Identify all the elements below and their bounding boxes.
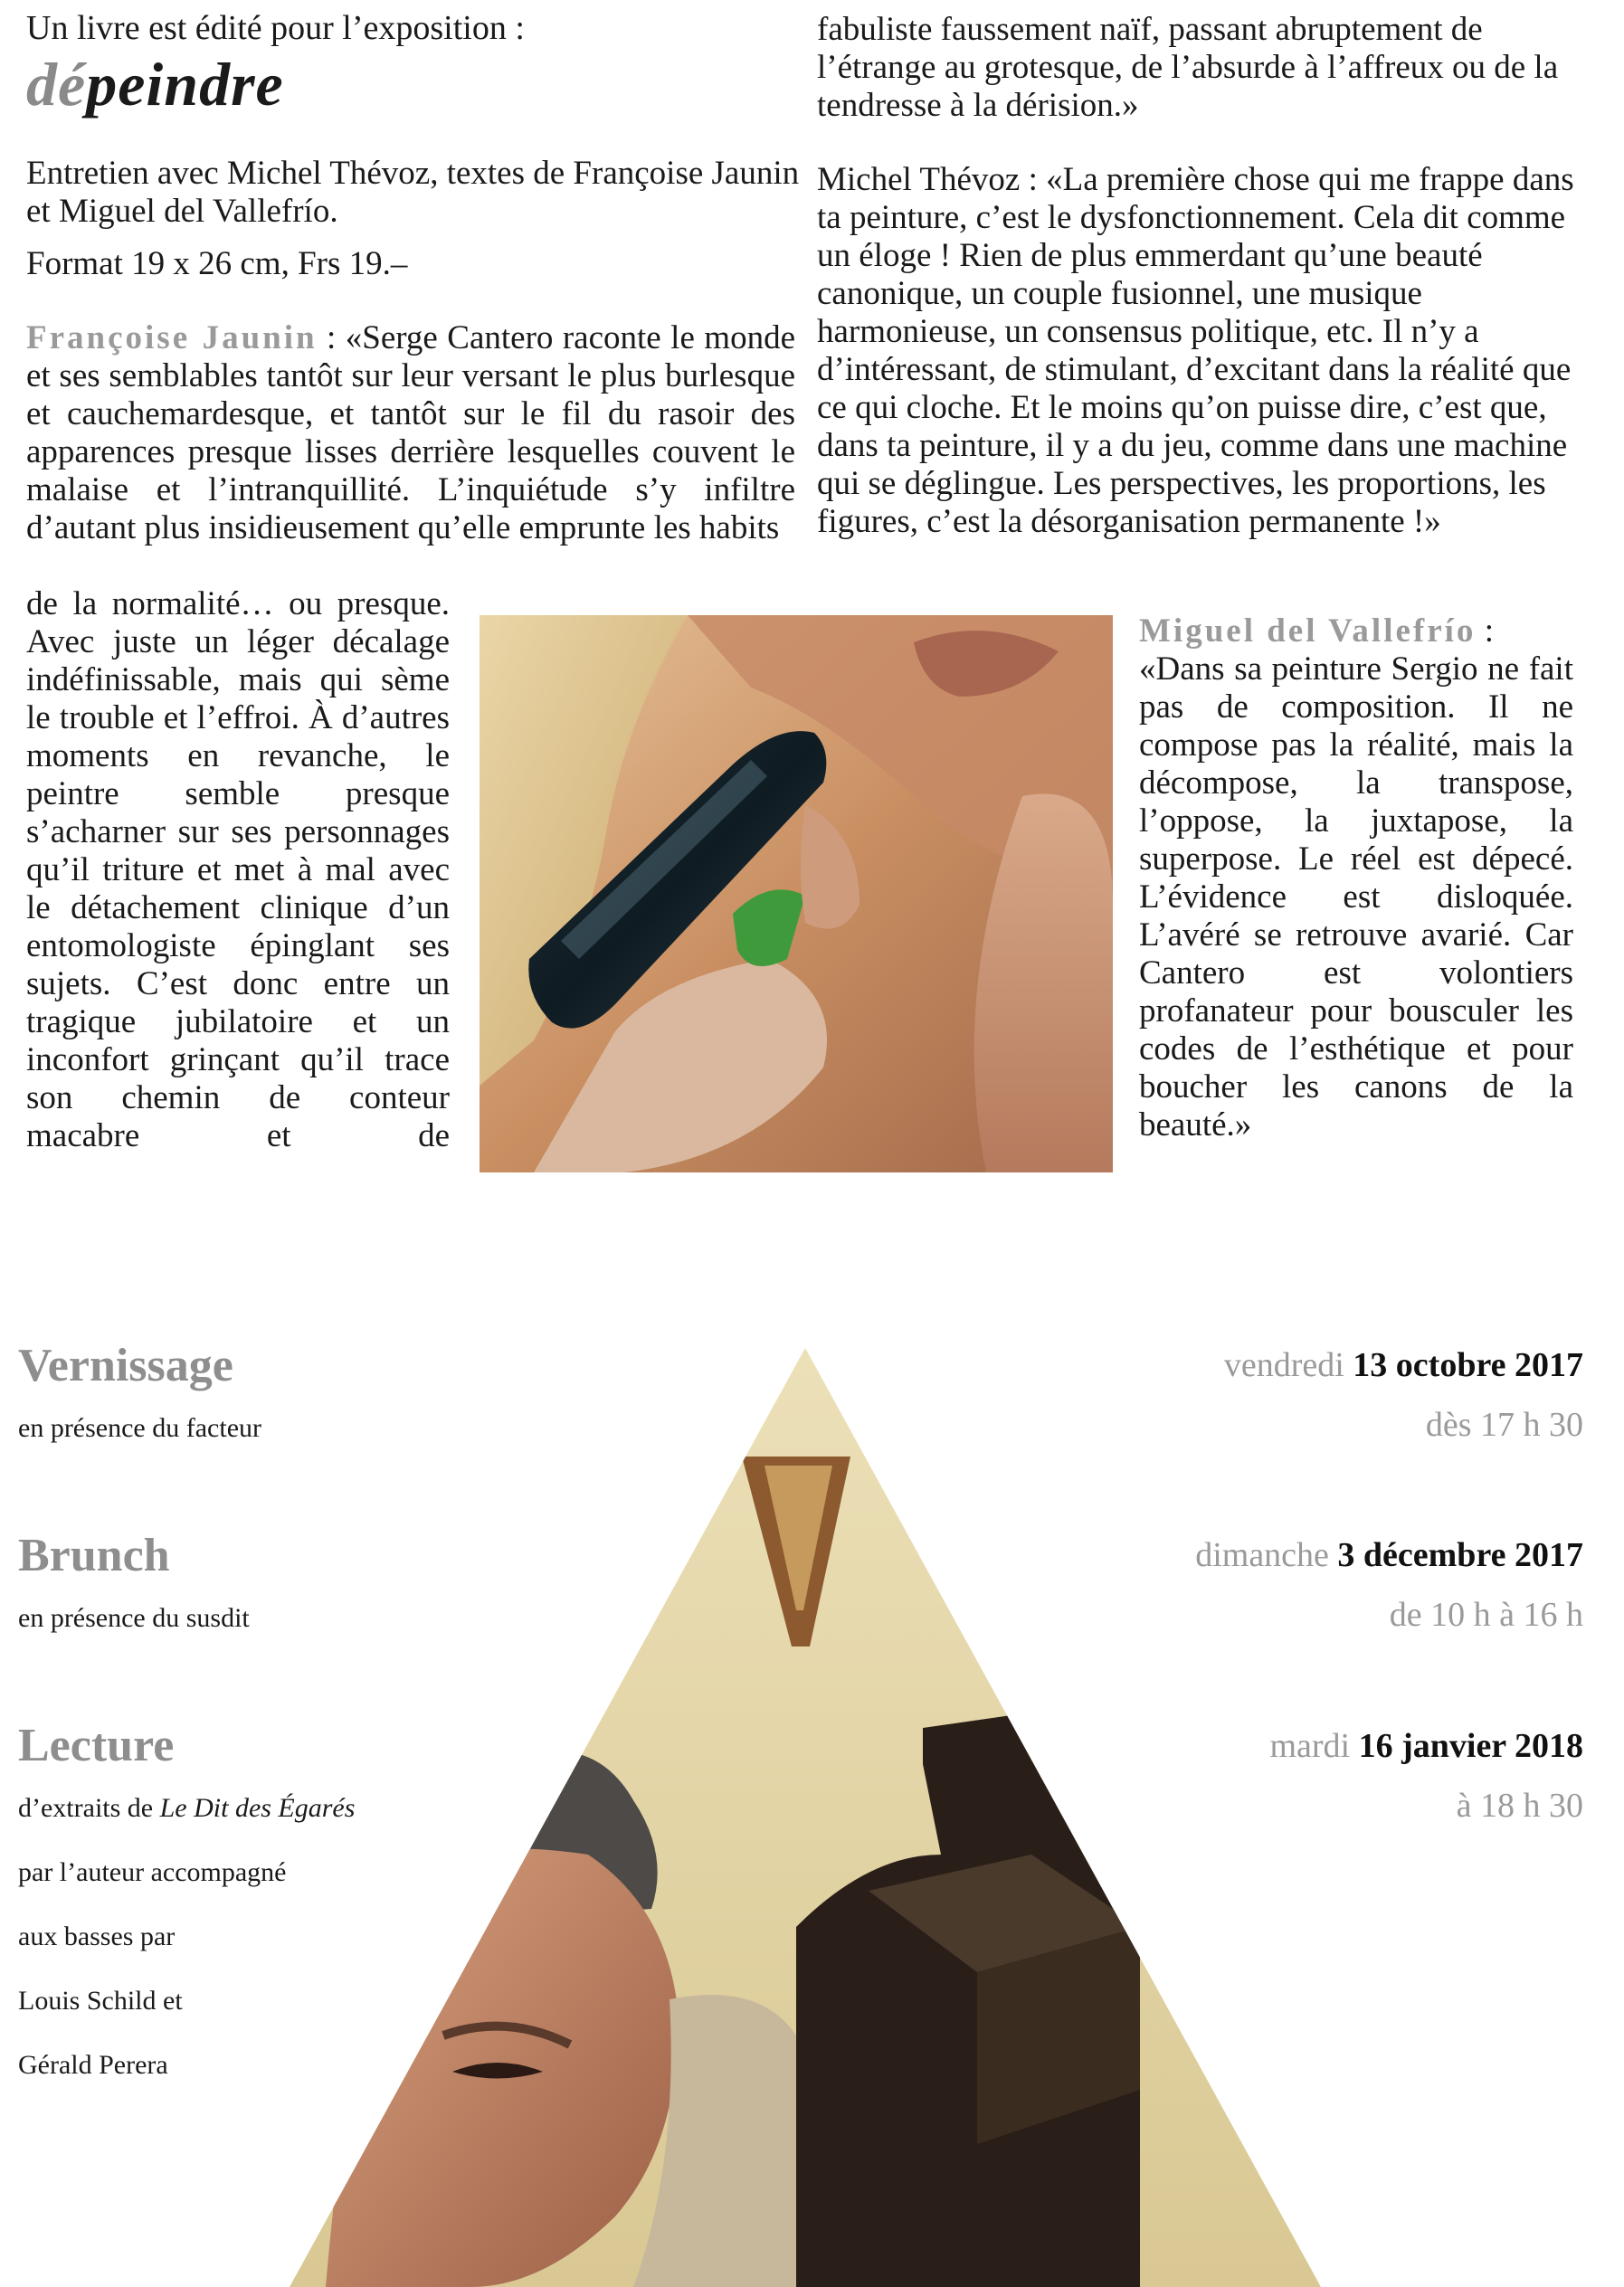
event-date [950, 1726, 1583, 1766]
jaunin-text-full: Serge Cantero raconte le monde et ses semblables tantôt sur leur versant le plus burlesque et cauchemardesque, et tantôt sur le fil du rasoir des apparences presque lisses derrière lesquelles couvent le malaise et l’intranquillité. L’inquiétude s’y infiltre d’autant plus insidieusement qu’elle emprunte les habits [26, 319, 796, 546]
event-detail: Louis Schild et [18, 1986, 183, 2016]
event-title: Brunch [18, 1530, 170, 1581]
vallefrio-quote [1139, 612, 1573, 1144]
vallefrio-author: Miguel del Vallefrío [1139, 612, 1477, 650]
event-time: de 10 h à 16 h [1389, 1596, 1583, 1634]
vallefrio-sep: : [1476, 612, 1494, 650]
event-time: à 18 h 30 [1456, 1787, 1583, 1825]
book-format: Format 19 x 26 cm, Frs 19.– [26, 245, 408, 282]
painting-pistol [480, 615, 1113, 1172]
event-date [950, 1345, 1583, 1385]
event-title: Vernissage [18, 1340, 233, 1391]
jaunin-quote-part2: de la normalité… ou presque. Avec juste un léger décalage indéfinissable, mais qui sème le trouble et l’effroi. À d’autres moments en revanche, le peintre semble presque s’acharner sur ses personnages qu’il triture et met à mal avec le détachement clinique d’un entomologiste épinglant ses sujets. C’est donc entre un tragique jubilatoire et un inconfort grinçant qu’il trace son chemin de conteur macabre et de [26, 585, 450, 1154]
detail-prefix: d’extraits de [18, 1793, 160, 1823]
logo-prefix: dé [26, 50, 87, 119]
book-title-logo [26, 49, 804, 120]
jaunin-author: Françoise Jaunin [26, 319, 318, 356]
event-detail: par l’auteur accompagné [18, 1857, 287, 1887]
event-date-vernissage [950, 1345, 1583, 1445]
detail-work-title: Le Dit des Égarés [159, 1793, 356, 1823]
event-detail: Gérald Perera [18, 2050, 168, 2080]
event-day: mardi [1269, 1727, 1351, 1765]
thevoz-quote: Michel Thévoz : «La première chose qui me frappe dans ta peinture, c’est le dysfonctionnement. Cela dit comme un éloge ! Rien de plus emmerdant qu’une beauté canonique, un couple fusionnel, une musique harmonieuse, un consensus politique, etc. Il n’y a d’intéressant, de stimulant, d’excitant dans la réalité que ce qui cloche. Et le moins qu’on puisse dire, c’est que, dans ta peinture, il y a du jeu, comme dans une machine qui se déglingue. Les perspectives, les proportions, les figures, c’est la désorganisation permanente !» [817, 161, 1574, 540]
jaunin-quote-part3: fabuliste faussement naïf, passant abruptement de l’étrange au grotesque, de l’absurde à l’affreux ou de la tendresse à la dérision.» [817, 11, 1559, 124]
event-day: dimanche [1195, 1536, 1329, 1574]
vallefrio-text: «Dans sa peinture Sergio ne fait pas de composition. Il ne compose pas la réalité, mais la décompose, la transpose, l’oppose, la juxtapose, la superpose. Le réel est dépecé. L’évidence est disloquée. L’avéré se retrouve avarié. Car Cantero est volontiers profanateur pour bousculer les codes de l’esthétique et pour boucher les canons de la beauté.» [1139, 650, 1573, 1144]
book-intro: Un livre est édité pour l’exposition : [26, 9, 525, 47]
logo-suffix: peindre [86, 50, 284, 119]
event-date-brunch [950, 1535, 1583, 1635]
event-date-lecture [950, 1726, 1583, 1826]
event-day: vendredi [1223, 1346, 1344, 1384]
event-date-value: 3 décembre 2017 [1337, 1536, 1583, 1574]
event-time: dès 17 h 30 [1425, 1406, 1583, 1444]
event-title: Lecture [18, 1720, 175, 1771]
jaunin-quote-part1 [26, 319, 795, 547]
book-announcement [26, 9, 804, 120]
jaunin-sep: : « [317, 319, 363, 356]
event-detail: en présence du facteur [18, 1413, 262, 1443]
event-date-value: 16 janvier 2018 [1358, 1727, 1583, 1765]
event-date [950, 1535, 1583, 1575]
event-detail: en présence du susdit [18, 1603, 250, 1633]
book-credits: Entretien avec Michel Thévoz, textes de Françoise Jaunin et Miguel del Vallefrío. [26, 155, 800, 230]
event-detail: aux basses par [18, 1922, 176, 1951]
event-date-value: 13 octobre 2017 [1353, 1346, 1583, 1384]
